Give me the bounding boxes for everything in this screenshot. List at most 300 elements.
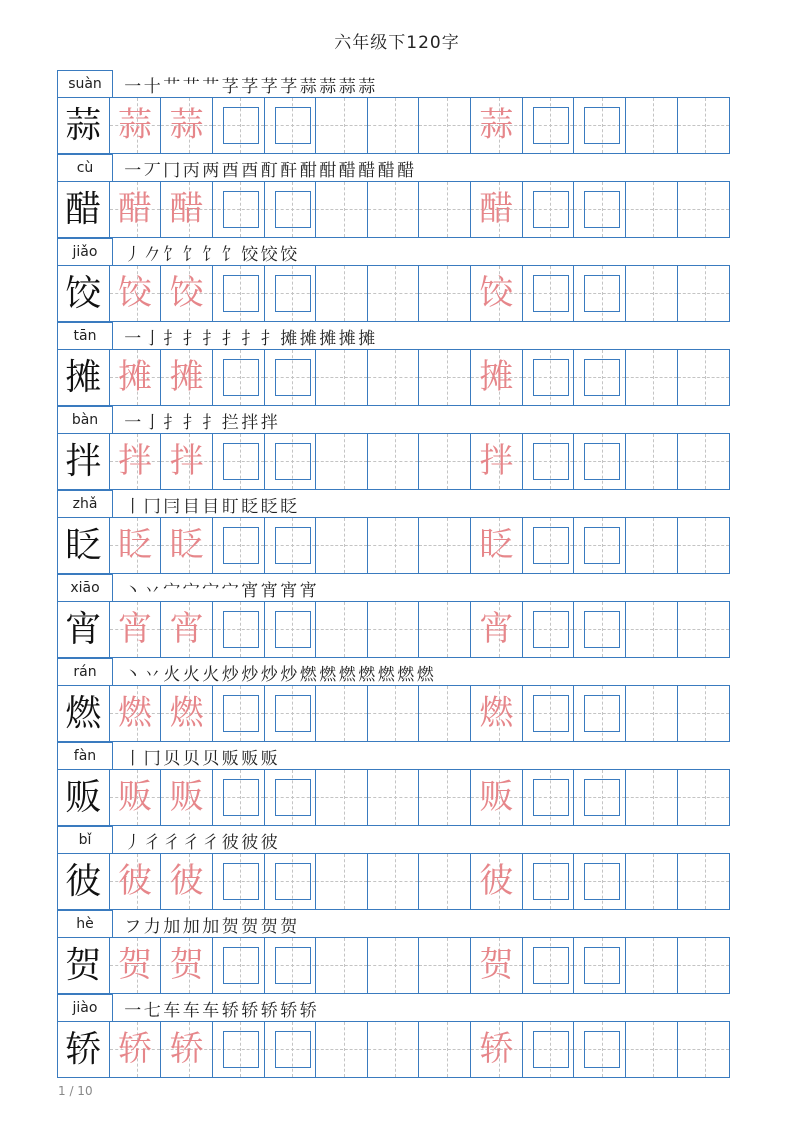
stroke-step: 彼 (260, 833, 278, 853)
stroke-step: 亅 (143, 329, 161, 349)
inner-guide-box (533, 359, 569, 396)
writing-cell[interactable] (574, 266, 626, 321)
stroke-step: 宵 (241, 581, 259, 601)
stroke-step: 贺 (260, 917, 278, 937)
stroke-step: 拌 (260, 413, 278, 433)
stroke-step: 目 (202, 497, 220, 517)
stroke-step: 燃 (416, 665, 434, 685)
entry-header (57, 742, 730, 769)
writing-cell[interactable] (471, 434, 523, 489)
writing-cell[interactable] (471, 182, 523, 237)
inner-guide-box (275, 695, 311, 732)
writing-cell[interactable] (626, 770, 678, 825)
inner-guide-box (584, 611, 620, 648)
writing-cell[interactable] (265, 518, 317, 573)
writing-cell[interactable] (678, 1022, 730, 1077)
stroke-order (113, 658, 435, 685)
character-entry (57, 70, 730, 154)
writing-cell[interactable] (471, 854, 523, 909)
writing-cell[interactable] (678, 434, 730, 489)
stroke-step: 酉 (241, 161, 259, 181)
writing-cell[interactable] (316, 98, 368, 153)
writing-cell[interactable] (626, 686, 678, 741)
inner-guide-box (584, 275, 620, 312)
stroke-step: 贺 (221, 917, 239, 937)
writing-cell[interactable] (110, 350, 162, 405)
stroke-step: 冂 (143, 497, 161, 517)
stroke-step: 一 (124, 77, 142, 97)
writing-cell[interactable] (419, 770, 471, 825)
writing-cell[interactable] (161, 602, 213, 657)
writing-cell[interactable] (368, 518, 420, 573)
stroke-step: 车 (182, 1001, 200, 1021)
writing-cell[interactable] (368, 350, 420, 405)
practice-grid-row (57, 433, 730, 490)
writing-cell[interactable] (161, 686, 213, 741)
writing-cell[interactable] (678, 686, 730, 741)
practice-grid-row (57, 181, 730, 238)
writing-cell[interactable] (523, 98, 575, 153)
writing-cell[interactable] (523, 518, 575, 573)
practice-grid-row (57, 601, 730, 658)
writing-cell[interactable] (523, 938, 575, 993)
writing-cell[interactable] (265, 266, 317, 321)
inner-guide-box (223, 695, 259, 732)
writing-cell[interactable] (419, 98, 471, 153)
writing-cell[interactable] (626, 266, 678, 321)
writing-cell[interactable] (419, 266, 471, 321)
writing-cell[interactable] (316, 434, 368, 489)
inner-guide-box (223, 191, 259, 228)
pinyin-label: zhǎ (57, 490, 113, 517)
writing-cell[interactable] (368, 770, 420, 825)
inner-guide-box (584, 695, 620, 732)
writing-cell[interactable] (626, 518, 678, 573)
stroke-step: 饣 (163, 245, 181, 265)
model-character: 饺 (58, 266, 110, 321)
trace-character: 贺 (479, 945, 514, 985)
stroke-step: 饣 (182, 245, 200, 265)
inner-guide-box (533, 947, 569, 984)
writing-cell[interactable] (626, 1022, 678, 1077)
stroke-step: 丿 (124, 833, 142, 853)
writing-cell[interactable] (419, 434, 471, 489)
stroke-step: 扌 (163, 329, 181, 349)
model-character: 燃 (58, 686, 110, 741)
trace-character: 饺 (169, 273, 204, 313)
writing-cell[interactable] (523, 770, 575, 825)
trace-character: 拌 (169, 441, 204, 481)
stroke-step: 艹 (202, 77, 220, 97)
character-entry (57, 238, 730, 322)
stroke-step: 拌 (241, 413, 259, 433)
trace-character: 摊 (479, 357, 514, 397)
writing-cell[interactable] (574, 602, 626, 657)
stroke-order (113, 406, 279, 433)
inner-guide-box (275, 527, 311, 564)
stroke-order (113, 238, 299, 265)
trace-character: 醋 (169, 189, 204, 229)
writing-cell[interactable] (626, 98, 678, 153)
stroke-step: 芓 (241, 77, 259, 97)
inner-guide-box (275, 443, 311, 480)
writing-cell[interactable] (110, 182, 162, 237)
stroke-order (113, 994, 318, 1021)
trace-character: 燃 (479, 693, 514, 733)
inner-guide-box (223, 275, 259, 312)
writing-cell[interactable] (471, 938, 523, 993)
writing-cell[interactable] (574, 98, 626, 153)
writing-cell[interactable] (626, 938, 678, 993)
entry-header (57, 238, 730, 265)
stroke-step: 火 (202, 665, 220, 685)
character-entry (57, 910, 730, 994)
stroke-step: 燃 (397, 665, 415, 685)
writing-cell[interactable] (316, 854, 368, 909)
writing-cell[interactable] (471, 266, 523, 321)
writing-cell[interactable] (523, 854, 575, 909)
inner-guide-box (275, 779, 311, 816)
stroke-step: 宀 (202, 581, 220, 601)
stroke-step: 醋 (397, 161, 415, 181)
writing-cell[interactable] (316, 1022, 368, 1077)
writing-cell[interactable] (368, 602, 420, 657)
inner-guide-box (223, 527, 259, 564)
writing-cell[interactable] (678, 518, 730, 573)
writing-cell[interactable] (368, 434, 420, 489)
writing-cell[interactable] (471, 770, 523, 825)
trace-character: 醋 (117, 189, 152, 229)
stroke-step: 蒜 (319, 77, 337, 97)
stroke-step: 贺 (280, 917, 298, 937)
pinyin-label: xiāo (57, 574, 113, 601)
writing-cell[interactable] (213, 1022, 265, 1077)
trace-character: 蒜 (117, 105, 152, 145)
entry-header (57, 154, 730, 181)
stroke-step: 酉 (221, 161, 239, 181)
pinyin-label: rán (57, 658, 113, 685)
writing-cell[interactable] (213, 770, 265, 825)
writing-cell[interactable] (368, 854, 420, 909)
writing-cell[interactable] (368, 98, 420, 153)
writing-cell[interactable] (110, 938, 162, 993)
writing-cell[interactable] (523, 350, 575, 405)
stroke-step: 彳 (202, 833, 220, 853)
writing-cell[interactable] (678, 770, 730, 825)
stroke-step: 贝 (202, 749, 220, 769)
trace-character: 轿 (169, 1029, 204, 1069)
inner-guide-box (584, 1031, 620, 1068)
inner-guide-box (275, 863, 311, 900)
writing-cell[interactable] (316, 686, 368, 741)
stroke-step: 扌 (182, 413, 200, 433)
entry-header (57, 826, 730, 853)
writing-cell[interactable] (161, 182, 213, 237)
writing-cell[interactable] (265, 938, 317, 993)
writing-cell[interactable] (265, 854, 317, 909)
inner-guide-box (275, 275, 311, 312)
stroke-step: 丷 (143, 665, 161, 685)
stroke-step: 酐 (280, 161, 298, 181)
trace-character: 眨 (169, 525, 204, 565)
writing-cell[interactable] (265, 1022, 317, 1077)
writing-cell[interactable] (316, 770, 368, 825)
stroke-order (113, 742, 279, 769)
writing-cell[interactable] (161, 518, 213, 573)
model-character: 拌 (58, 434, 110, 489)
writing-cell[interactable] (523, 602, 575, 657)
stroke-step: 冃 (163, 497, 181, 517)
pinyin-label: suàn (57, 70, 113, 97)
practice-grid-row (57, 937, 730, 994)
writing-cell[interactable] (523, 266, 575, 321)
trace-character: 贩 (169, 777, 204, 817)
writing-cell[interactable] (213, 350, 265, 405)
writing-cell[interactable] (213, 518, 265, 573)
model-character: 醋 (58, 182, 110, 237)
stroke-step: 眨 (260, 497, 278, 517)
stroke-order (113, 574, 318, 601)
writing-cell[interactable] (368, 182, 420, 237)
character-entry (57, 742, 730, 826)
inner-guide-box (223, 611, 259, 648)
stroke-step: 燃 (358, 665, 376, 685)
stroke-step: 力 (143, 917, 161, 937)
stroke-step: 蒜 (338, 77, 356, 97)
writing-cell[interactable] (523, 434, 575, 489)
writing-cell[interactable] (368, 938, 420, 993)
writing-cell[interactable] (523, 686, 575, 741)
trace-character: 彼 (117, 861, 152, 901)
writing-cell[interactable] (419, 686, 471, 741)
writing-cell[interactable] (574, 1022, 626, 1077)
stroke-step: 摊 (358, 329, 376, 349)
writing-cell[interactable] (678, 602, 730, 657)
stroke-step: 燃 (338, 665, 356, 685)
trace-character: 燃 (169, 693, 204, 733)
pinyin-label: fàn (57, 742, 113, 769)
writing-cell[interactable] (110, 434, 162, 489)
stroke-order (113, 154, 416, 181)
character-entry (57, 322, 730, 406)
writing-cell[interactable] (574, 938, 626, 993)
stroke-order (113, 322, 377, 349)
inner-guide-box (584, 779, 620, 816)
writing-cell[interactable] (419, 938, 471, 993)
stroke-step: 炒 (221, 665, 239, 685)
writing-cell[interactable] (110, 602, 162, 657)
writing-cell[interactable] (316, 938, 368, 993)
inner-guide-box (584, 443, 620, 480)
writing-cell[interactable] (523, 1022, 575, 1077)
stroke-step: 饺 (241, 245, 259, 265)
writing-cell[interactable] (213, 602, 265, 657)
writing-cell[interactable] (213, 182, 265, 237)
writing-cell[interactable] (419, 1022, 471, 1077)
writing-cell[interactable] (265, 770, 317, 825)
stroke-step: 彳 (182, 833, 200, 853)
practice-grid-row (57, 517, 730, 574)
writing-cell[interactable] (265, 98, 317, 153)
writing-cell[interactable] (161, 770, 213, 825)
character-entry (57, 406, 730, 490)
writing-cell[interactable] (574, 770, 626, 825)
stroke-step: 炒 (241, 665, 259, 685)
stroke-step: 醋 (358, 161, 376, 181)
writing-cell[interactable] (626, 854, 678, 909)
stroke-step: 火 (182, 665, 200, 685)
writing-cell[interactable] (626, 602, 678, 657)
stroke-step: 宀 (163, 581, 181, 601)
writing-cell[interactable] (265, 182, 317, 237)
writing-cell[interactable] (265, 686, 317, 741)
writing-cell[interactable] (574, 854, 626, 909)
writing-cell[interactable] (161, 350, 213, 405)
stroke-step: 宵 (280, 581, 298, 601)
writing-cell[interactable] (626, 182, 678, 237)
writing-cell[interactable] (110, 854, 162, 909)
stroke-step: 宵 (260, 581, 278, 601)
inner-guide-box (533, 863, 569, 900)
stroke-step: 丶 (124, 581, 142, 601)
trace-character: 摊 (169, 357, 204, 397)
writing-cell[interactable] (368, 1022, 420, 1077)
writing-cell[interactable] (265, 434, 317, 489)
writing-cell[interactable] (265, 350, 317, 405)
writing-cell[interactable] (110, 518, 162, 573)
writing-cell[interactable] (110, 770, 162, 825)
writing-cell[interactable] (110, 686, 162, 741)
trace-character: 彼 (169, 861, 204, 901)
stroke-step: フ (124, 917, 142, 937)
writing-cell[interactable] (213, 266, 265, 321)
inner-guide-box (275, 191, 311, 228)
writing-cell[interactable] (316, 602, 368, 657)
writing-cell[interactable] (574, 350, 626, 405)
stroke-step: 芓 (221, 77, 239, 97)
writing-cell[interactable] (161, 938, 213, 993)
writing-cell[interactable] (368, 266, 420, 321)
stroke-step: 贺 (241, 917, 259, 937)
writing-cell[interactable] (523, 182, 575, 237)
writing-cell[interactable] (574, 434, 626, 489)
practice-grid-row (57, 1021, 730, 1078)
stroke-step: 加 (163, 917, 181, 937)
writing-cell[interactable] (110, 98, 162, 153)
writing-cell[interactable] (471, 602, 523, 657)
writing-cell[interactable] (678, 182, 730, 237)
writing-cell[interactable] (161, 98, 213, 153)
writing-cell[interactable] (161, 434, 213, 489)
writing-cell[interactable] (316, 350, 368, 405)
writing-cell[interactable] (419, 602, 471, 657)
writing-cell[interactable] (368, 686, 420, 741)
writing-cell[interactable] (626, 434, 678, 489)
writing-cell[interactable] (678, 98, 730, 153)
stroke-step: 芓 (280, 77, 298, 97)
writing-cell[interactable] (213, 98, 265, 153)
stroke-step: 贝 (182, 749, 200, 769)
writing-cell[interactable] (678, 854, 730, 909)
writing-cell[interactable] (213, 686, 265, 741)
writing-cell[interactable] (213, 854, 265, 909)
practice-grid-row (57, 685, 730, 742)
writing-cell[interactable] (161, 854, 213, 909)
writing-cell[interactable] (678, 350, 730, 405)
writing-cell[interactable] (678, 266, 730, 321)
writing-cell[interactable] (161, 266, 213, 321)
stroke-step: 贩 (260, 749, 278, 769)
stroke-step: 醋 (338, 161, 356, 181)
writing-cell[interactable] (265, 602, 317, 657)
inner-guide-box (275, 611, 311, 648)
practice-sheet (57, 70, 730, 1078)
writing-cell[interactable] (574, 686, 626, 741)
writing-cell[interactable] (419, 518, 471, 573)
writing-cell[interactable] (471, 1022, 523, 1077)
writing-cell[interactable] (419, 182, 471, 237)
writing-cell[interactable] (574, 518, 626, 573)
pinyin-label: jiào (57, 994, 113, 1021)
inner-guide-box (223, 863, 259, 900)
model-character: 摊 (58, 350, 110, 405)
writing-cell[interactable] (213, 434, 265, 489)
writing-cell[interactable] (419, 350, 471, 405)
writing-cell[interactable] (471, 518, 523, 573)
entry-header (57, 70, 730, 97)
stroke-step: 摊 (299, 329, 317, 349)
character-entry (57, 490, 730, 574)
writing-cell[interactable] (678, 938, 730, 993)
writing-cell[interactable] (316, 266, 368, 321)
stroke-step: 车 (163, 1001, 181, 1021)
writing-cell[interactable] (316, 518, 368, 573)
inner-guide-box (223, 443, 259, 480)
writing-cell[interactable] (471, 350, 523, 405)
stroke-step: 加 (202, 917, 220, 937)
writing-cell[interactable] (110, 1022, 162, 1077)
writing-cell[interactable] (213, 938, 265, 993)
character-entry (57, 574, 730, 658)
writing-cell[interactable] (161, 1022, 213, 1077)
writing-cell[interactable] (419, 854, 471, 909)
inner-guide-box (275, 359, 311, 396)
writing-cell[interactable] (626, 350, 678, 405)
trace-character: 拌 (479, 441, 514, 481)
model-character: 贩 (58, 770, 110, 825)
writing-cell[interactable] (574, 182, 626, 237)
inner-guide-box (223, 359, 259, 396)
writing-cell[interactable] (110, 266, 162, 321)
writing-cell[interactable] (316, 182, 368, 237)
trace-character: 贩 (479, 777, 514, 817)
inner-guide-box (533, 527, 569, 564)
writing-cell[interactable] (471, 98, 523, 153)
stroke-step: 扌 (241, 329, 259, 349)
inner-guide-box (275, 1031, 311, 1068)
writing-cell[interactable] (471, 686, 523, 741)
stroke-order (113, 910, 299, 937)
trace-character: 轿 (479, 1029, 514, 1069)
stroke-step: 宀 (221, 581, 239, 601)
pinyin-label: cù (57, 154, 113, 181)
stroke-step: 丨 (124, 749, 142, 769)
trace-character: 饺 (117, 273, 152, 313)
stroke-step: 摊 (319, 329, 337, 349)
stroke-step: 丙 (182, 161, 200, 181)
practice-grid-row (57, 349, 730, 406)
stroke-step: 𠂊 (143, 245, 161, 265)
